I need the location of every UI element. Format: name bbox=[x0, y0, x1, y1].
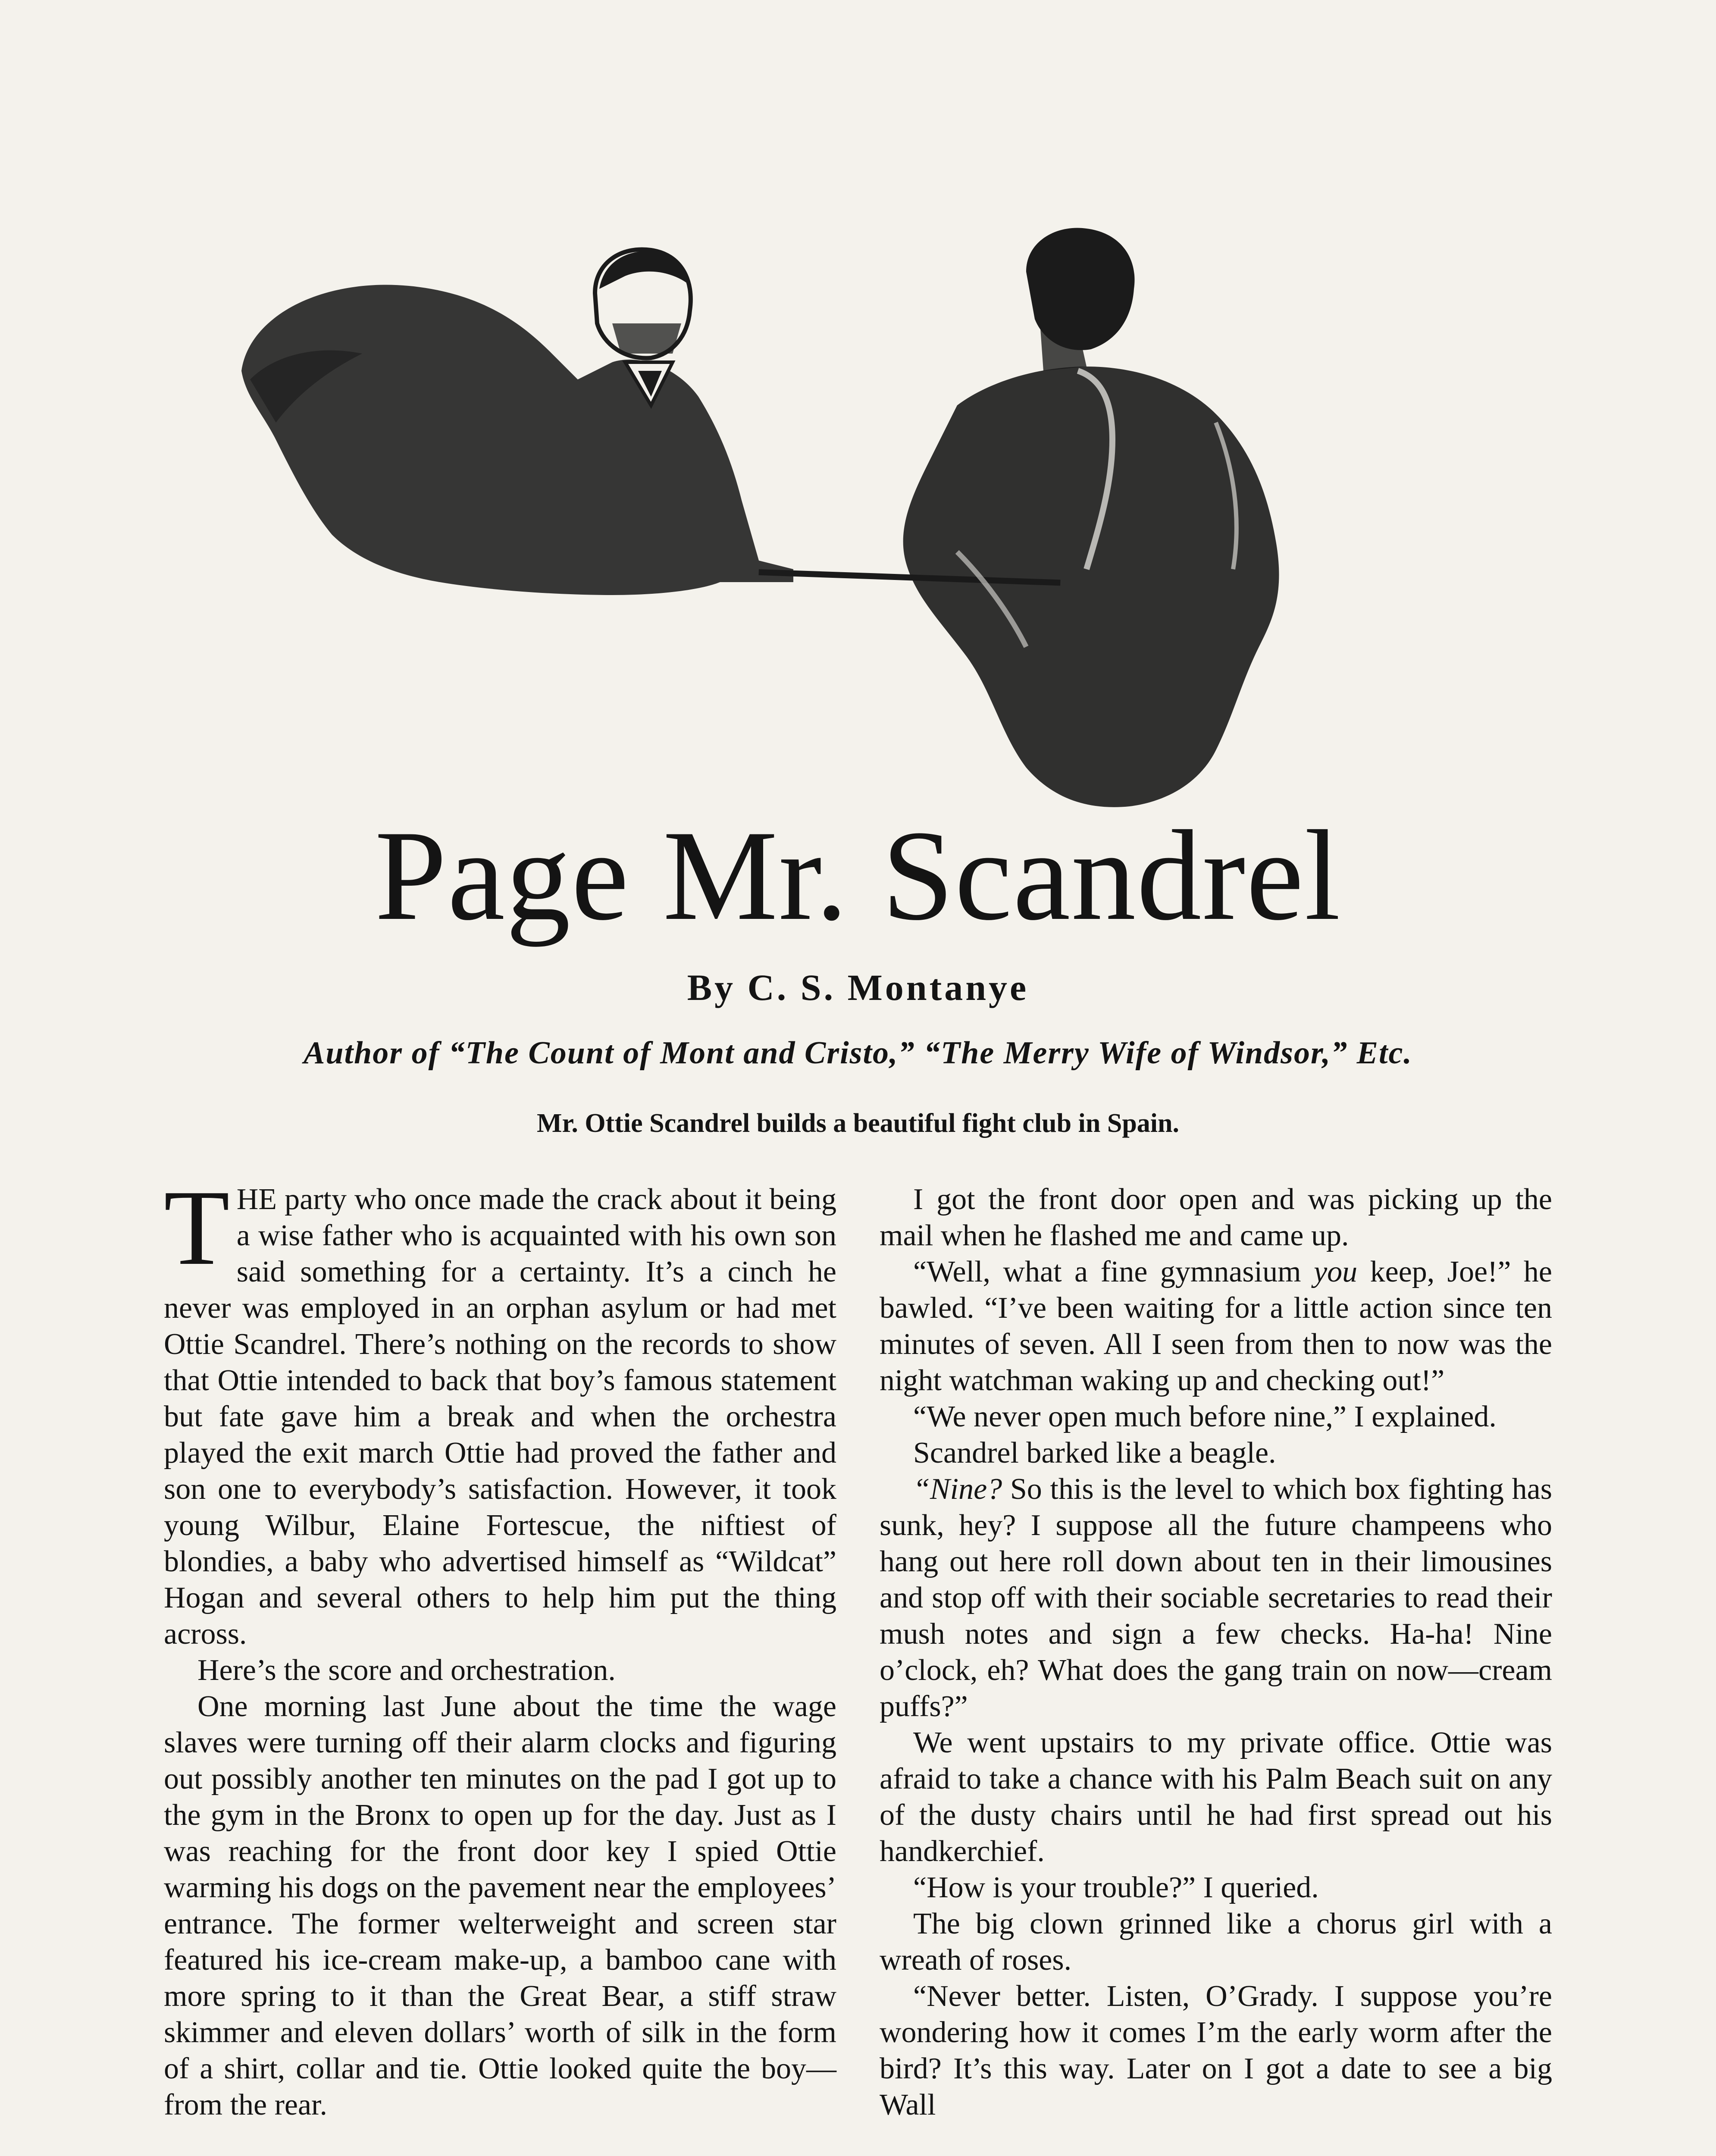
paragraph-text: keep, Joe!” he bawled. “I’ve been waiting for a little action since ten minutes of seven. All I seen from then to now was the night watchman waking up and checking out!” bbox=[880, 1255, 1552, 1397]
paragraph: I got the front door open and was picking up the mail when he flashed me and came up. bbox=[880, 1183, 1552, 1252]
emphasis-text: you bbox=[1314, 1255, 1358, 1288]
standing-man-figure bbox=[903, 228, 1279, 807]
paragraph: One morning last June about the time the wage slaves were turning off their alarm clocks and figuring out possibly another ten minutes on the pad I got up to the gym in the Bronx to open up for the day. Just as I was reaching for the front door key I spied Ottie warming his dogs on the pavement near the employees’ entrance. The former welterweight and screen star featured his ice-cream make-up, a bamboo cane with more spring to it than the Great Bear, a stiff straw skimmer and eleven dollars’ worth of silk in the form of a shirt, collar and tie. Ottie looked quite the boy—from the rear. bbox=[164, 1690, 836, 2122]
paragraph: The big clown grinned like a chorus girl with a wreath of roses. bbox=[880, 1907, 1552, 1977]
article-blurb: Mr. Ottie Scandrel builds a beautiful fight club in Spain. bbox=[536, 1109, 1180, 1138]
paragraph: Scandrel barked like a beagle. bbox=[913, 1436, 1276, 1470]
paragraph bbox=[880, 1254, 1552, 1399]
article-title: Page Mr. Scandrel bbox=[375, 804, 1341, 947]
paragraph bbox=[880, 1471, 1552, 1725]
paragraph: “Never better. Listen, O’Grady. I suppose you’re wondering how it comes I’m the early worm after the bird? It’s this way. Later on I got a date to see a big Wall bbox=[880, 1980, 1552, 2122]
paragraph: We went upstairs to my private office. Ottie was afraid to take a chance with his Palm Beach suit on any of the dusty chairs until he had first spread out his handkerchief. bbox=[880, 1726, 1552, 1868]
article-byline: By C. S. Montanye bbox=[687, 967, 1029, 1008]
paragraph: “We never open much before nine,” I explained. bbox=[913, 1400, 1497, 1433]
author-credits: Author of “The Count of Mont and Cristo,” “The Merry Wife of Windsor,” Etc. bbox=[304, 1035, 1412, 1071]
paragraph: Here’s the score and orchestration. bbox=[197, 1654, 616, 1687]
paragraph-text: “Well, what a fine gymnasium bbox=[913, 1255, 1314, 1288]
text-column-left bbox=[164, 1168, 836, 2123]
two-men-ink-sketch-icon bbox=[224, 224, 1496, 819]
text-column-right bbox=[880, 1181, 1552, 2123]
paragraph-text: HE party who once made the crack about it being a wise father who is acquainted with his own son said something for a certainty. It’s a cinch he never was employed in an orphan asylum or had met Ottie Scandrel. There’s nothing on the records to show that Ottie intended to back that boy’s famous statement but fate gave him a break and when the orchestra played the exit march Ottie had proved the father and son one to everybody’s satisfaction. However, it took young Wilbur, Elaine Fortescue, the niftiest of blondies, a baby who advertised himself as “Wildcat” Hogan and several others to help him put the thing across. bbox=[164, 1183, 836, 1651]
paragraph: “How is your trouble?” I queried. bbox=[913, 1871, 1319, 1904]
paragraph-text: So this is the level to which box fighting has sunk, hey? I suppose all the future champeens who hang out here roll down about ten in their limousines and stop off with their sociable secretaries to read their mush notes and sign a few checks. Ha-ha! Nine o’clock, eh? What does the gang train on now—cream puffs?” bbox=[880, 1473, 1552, 1723]
drop-cap: T bbox=[164, 1168, 230, 1288]
emphasis-text: “Nine? bbox=[913, 1473, 1002, 1506]
paragraph bbox=[164, 1168, 836, 1652]
